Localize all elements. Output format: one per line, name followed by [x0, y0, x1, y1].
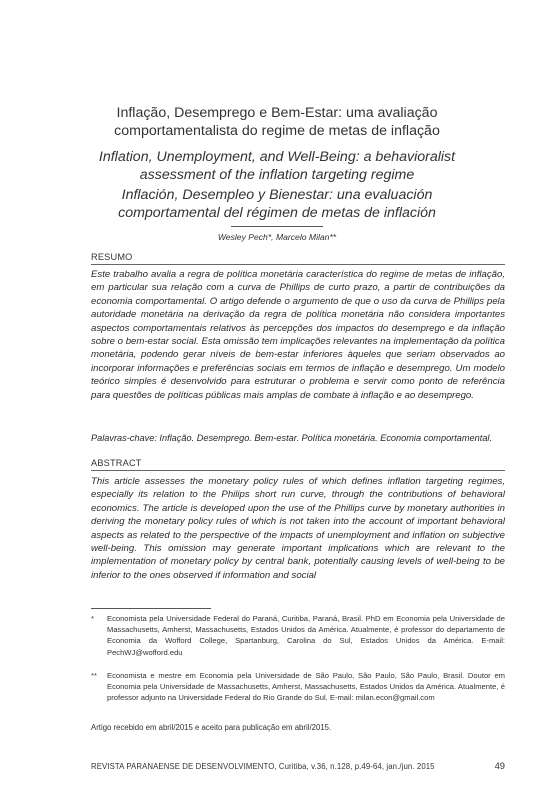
- resumo-divider: [91, 264, 505, 265]
- title-spanish-line-1: Inflación, Desempleo y Bienestar: una evaluación: [121, 187, 433, 203]
- abstract-heading: ABSTRACT: [91, 458, 142, 468]
- footnote-2: [91, 670, 505, 704]
- author-divider: [231, 226, 323, 227]
- abstract-text: This article assesses the monetary policy rules of which defines inflation targeting regimes, especially its relation to the Philips short run curve, through the contributions of behavioral economics. The article is developed upon the use of the Phillips curve by monetary authorities in deriving the monetary policy rules of which is not taken into the account of important behavioral aspects as related to the perspective of the impacts of unemployment and inflation on subjective well-being. This omission may generate important implications which are relevant to the implementation of monetary policy by central bank, potentially causing levels of well-being to be inferior to the ones observed if information and social: [91, 476, 505, 581]
- resumo-text: Este trabalho avalia a regra de política monetária característica do regime de metas de inflação, em particular sua relação com a curva de Phillips de curto prazo, a partir de contribuições da economia comportamental. O artigo defende o argumento de que o uso da curva de Phillips pela autoridade monetária na derivação da regra de política monetária não considera importantes aspectos comportamentais relativos às percepções dos impactos do desemprego e da inflação sobre o bem-estar social. Esta omissão tem implicações relevantes na implementação da política monetária, podendo gerar níveis de bem-estar inferiores àqueles que seriam observados ao incorporar informações e preferências sociais em termos de inflação e desemprego. Um modelo teórico simples é desenvolvido para estruturar o problema e servir como ponto de referência para questões de políticas públicas mais amplas de combate à inflação e ao desemprego.: [91, 269, 505, 401]
- footnote-1-mark: *: [91, 614, 94, 623]
- footnote-1: [91, 613, 505, 658]
- footnote-2-mark: **: [91, 671, 97, 680]
- journal-footer: REVISTA PARANAENSE DE DESENVOLVIMENTO, Curitiba, v.36, n.128, p.49-64, jan./jun. 2015: [91, 762, 435, 771]
- footnote-divider: [91, 608, 211, 609]
- title-portuguese-line-1: Inflação, Desemprego e Bem-Estar: uma avaliação: [116, 105, 438, 121]
- keywords: Palavras-chave: Inflação. Desemprego. Bem-estar. Política monetária. Economia comportamental.: [91, 433, 493, 443]
- footnote-2-text: Economista e mestre em Economia pela Universidade de São Paulo, São Paulo, São Paulo, Brasil. Doutor em Economia pela Universidade de Massachusetts, Amherst, Massachusetts, Estados Unidos da América. Atualmente, é professor adjunto na Universidade Federal do Rio Grande do Sul. E-mail: milan.econ@gmail.com: [107, 671, 505, 703]
- received-note: Artigo recebido em abril/2015 e aceito para publicação em abril/2015.: [91, 723, 332, 732]
- title-portuguese: [60, 104, 494, 140]
- resumo-heading: RESUMO: [91, 252, 133, 262]
- authors: Wesley Pech*, Marcelo Milan**: [217, 232, 337, 242]
- title-english-line-2: assessment of the inflation targeting regime: [139, 167, 415, 183]
- page-number: 49: [494, 760, 505, 771]
- footnote-1-text: Economista pela Universidade Federal do Paraná, Curitiba, Paraná, Brasil. PhD em Economia pela Universidade de Massachusetts, Amherst, Massachusetts, Estados Unidos da América. Atualmente, é professor do departamento de Economia da Wofford College, Spartanburg, Carolina do Sul, Estados Unidos da América. E-mail: PechWJ@wofford.edu: [107, 614, 505, 657]
- title-portuguese-line-2: comportamentalista do regime de metas de inflação: [114, 123, 440, 139]
- title-english-line-1: Inflation, Unemployment, and Well-Being: a behavioralist: [98, 149, 456, 165]
- title-spanish: [60, 186, 494, 222]
- title-spanish-line-2: comportamental del régimen de metas de inflación: [118, 205, 436, 221]
- abstract-divider: [91, 470, 505, 471]
- title-english: [60, 148, 494, 184]
